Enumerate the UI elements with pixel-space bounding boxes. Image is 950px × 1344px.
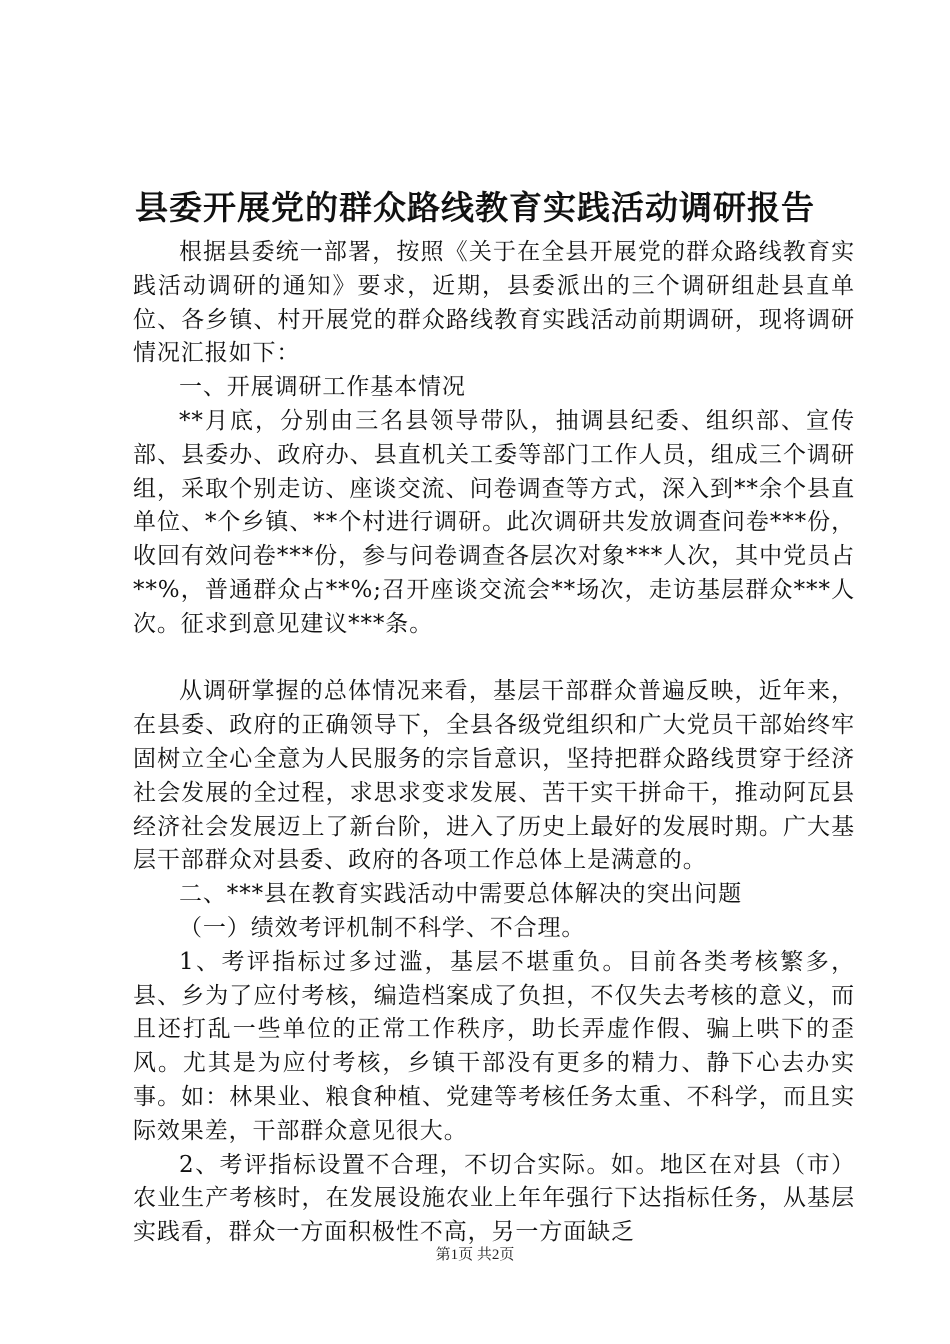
document-body (133, 236, 855, 1250)
subsection-heading-1: （一）绩效考评机制不科学、不合理。 (179, 914, 586, 941)
page-footer: 第1页 共2页 (435, 1247, 515, 1263)
paragraph-point-1: 1、考评指标过多过滥，基层不堪重负。目前各类考核繁多，县、乡为了应付考核，编造档案成了负担，不仅失去考核的意义，而且还打乱一些单位的正常工作秩序，助长弄虚作假、骗上哄下的歪风。尤其是为应付考核，乡镇干部没有更多的精力、静下心去办实事。如：林果业、粮食种植、党建等考核任务太重、不科学，而且实际效果差，干部群众意见很大。 (133, 948, 855, 1144)
paragraph-survey-details: **月底，分别由三名县领导带队，抽调县纪委、组织部、宣传部、县委办、政府办、县直机关工委等部门工作人员，组成三个调研组，采取个别走访、座谈交流、问卷调查等方式，深入到**余个县直单位、*个乡镇、**个村进行调研。此次调研共发放调查问卷***份，收回有效问卷***份，参与问卷调查各层次对象***人次，其中党员占**%，普通群众占**%;召开座谈交流会**场次，走访基层群众***人次。征求到意见建议***条。 (133, 407, 855, 637)
document-title: 县委开展党的群众路线教育实践活动调研报告 (135, 188, 815, 227)
paragraph-point-2: 2、考评指标设置不合理，不切合实际。如。地区在对县（市）农业生产考核时，在发展设施农业上年年强行下达指标任务，从基层实践看，群众一方面积极性不高，另一方面缺乏 (133, 1151, 855, 1246)
paragraph-intro: 根据县委统一部署，按照《关于在全县开展党的群众路线教育实践活动调研的通知》要求，近期，县委派出的三个调研组赴县直单位、各乡镇、村开展党的群众路线教育实践活动前期调研，现将调研情况汇报如下： (133, 239, 855, 367)
paragraph-overall-situation: 从调研掌握的总体情况来看，基层干部群众普遍反映，近年来，在县委、政府的正确领导下，全县各级党组织和广大党员干部始终牢固树立全心全意为人民服务的宗旨意识，坚持把群众路线贯穿于经济社会发展的全过程，求思求变求发展、苦干实干拼命干，推动阿瓦县经济社会发展迈上了新台阶，进入了历史上最好的发展时期。广大基层干部群众对县委、政府的各项工作总体上是满意的。 (133, 678, 855, 874)
section-heading-1: 一、开展调研工作基本情况 (179, 374, 466, 401)
section-heading-2: 二、***县在教育实践活动中需要总体解决的突出问题 (179, 881, 742, 908)
